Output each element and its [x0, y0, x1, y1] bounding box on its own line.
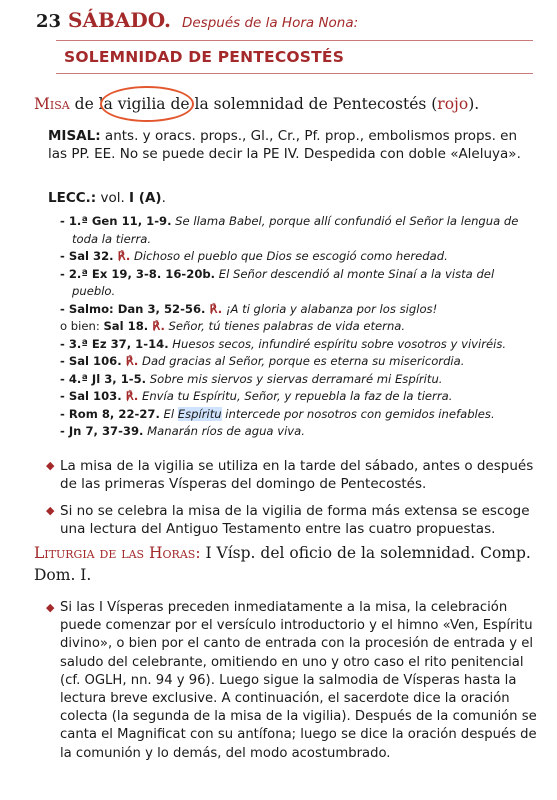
- top-divider: [56, 40, 533, 41]
- misa-close: ).: [468, 95, 480, 113]
- section-divider: [56, 73, 533, 74]
- misa-vigilia: vigilia: [117, 95, 166, 113]
- note-text: Si las I Vísperas preceden inmediatamente a la misa, la celebración puede comenzar por el versículo introductorio y el himno «Ven, Espíritu divino», o bien por el canto de entrada con la procesión de entrada y el saludo del celebrante, omitiendo en uno y otro caso el rito penitencial (cf. OGLH, nn. 94 y 96). Luego sigue la salmodia de Vísperas hasta la lectura breve exclusive. A continuación, el sacerdote dice la oración colecta (la segunda de la misa de la vigilia). Después de la comunión se canta el Magnificat con su antífona; luego se dice la oración después de la comunión y lo demás, del modo acostumbrado.: [60, 600, 537, 761]
- response-symbol: ℟.: [148, 319, 165, 333]
- reading-item: - Sal 103. ℟. Envía tu Espíritu, Señor, y repuebla la faz de la tierra.: [60, 389, 453, 403]
- reading-text: Huesos secos, infundiré espíritu sobre vosotros y viviréis.: [168, 336, 507, 351]
- liturgia-label: Liturgia de las Horas:: [34, 544, 201, 562]
- reading-text: Dad gracias al Señor, porque es eterna su misericordia.: [138, 354, 465, 368]
- lecc-end: .: [161, 190, 166, 206]
- misal-paragraph: [48, 127, 534, 163]
- reading-item: - Sal 32. ℟. Dichoso el pueblo que Dios se escogió como heredad.: [60, 249, 448, 263]
- diamond-bullet-icon: ◆: [46, 601, 55, 614]
- note-reading-choice: [46, 502, 538, 538]
- reading-item: - Rom 8, 22-27. El Espíritu intercede por nosotros con gemidos inefables.: [60, 406, 495, 421]
- reading-ref: 4.ª Jl 3, 1-5.: [68, 371, 147, 386]
- circle-annotation: [100, 86, 194, 122]
- reading-text: Dichoso el pueblo que Dios se escogió como heredad.: [130, 249, 448, 263]
- reading-text: El: [159, 406, 178, 421]
- reading-item: - 4.ª Jl 3, 1-5. Sobre mis siervos y siervas derramaré mi Espíritu.: [60, 371, 443, 386]
- reading-item: - Salmo: Dan 3, 52-56. ℟. ¡A ti gloria y alabanza por los siglos!: [60, 301, 438, 316]
- misal-text: ants. y oracs. props., Gl., Cr., Pf. prop., embolismos props. en las PP. EE. No se puede decir la PE IV. Despedida con doble «Aleluya».: [48, 128, 521, 162]
- note-text: La misa de la vigilia se utiliza en la tarde del sábado, antes o después de las primeras Vísperas del domingo de Pentecostés.: [60, 458, 534, 492]
- reading-text: Envía tu Espíritu, Señor, y repuebla la faz de la tierra.: [138, 389, 453, 403]
- note-vigilia-usage: [46, 457, 538, 493]
- reading-ref: Rom 8, 22-27.: [68, 406, 160, 421]
- highlighted-word: Espíritu: [177, 406, 222, 421]
- misa-text-post: de la solemnidad de Pentecostés (: [165, 95, 438, 113]
- misa-color: rojo: [437, 95, 469, 113]
- diamond-bullet-icon: ◆: [46, 504, 55, 517]
- misa-text-pre: de la: [74, 95, 118, 113]
- reading-text: Sobre mis siervos y siervas derramaré mi Espíritu.: [146, 371, 443, 386]
- reading-ref: Sal 18.: [103, 319, 149, 333]
- day-name: SÁBADO.: [68, 8, 171, 32]
- lecc-line: [48, 190, 166, 206]
- lecc-text: vol.: [96, 190, 130, 206]
- reading-item: o bien: Sal 18. ℟. Señor, tú tienes palabras de vida eterna.: [60, 319, 406, 333]
- note-text: Si no se celebra la misa de la vigilia de forma más extensa se escoge una lectura del Antiguo Testamento entre las cuatro propuestas.: [60, 503, 530, 537]
- response-symbol: ℟.: [205, 301, 223, 316]
- day-subtitle: Después de la Hora Nona:: [181, 15, 359, 31]
- day-header: [36, 8, 358, 32]
- section-title: SOLEMNIDAD DE PENTECOSTÉS: [64, 48, 345, 66]
- reading-ref: Jn 7, 37-39.: [68, 424, 144, 438]
- lecc-vol: I (A): [129, 190, 162, 206]
- liturgia-text: I Vísp. del oficio de la solemnidad. Comp. Dom. I.: [34, 544, 531, 584]
- reading-item: - 2.ª Ex 19, 3-8. 16-20b. El Señor descendió al monte Sinaí a la vista del pueblo.: [60, 266, 495, 298]
- reading-ref: 3.ª Ez 37, 1-14.: [68, 336, 169, 351]
- day-number: 23: [36, 11, 62, 32]
- misal-label: MISAL:: [48, 128, 101, 144]
- reading-text: Señor, tú tienes palabras de vida eterna.: [164, 319, 406, 333]
- lecc-label: LECC.:: [48, 190, 97, 206]
- response-symbol: ℟.: [113, 249, 131, 263]
- reading-text: Se llama Babel, porque allí confundió el Señor la lengua de toda la tierra.: [72, 214, 519, 246]
- reading-item: - 3.ª Ez 37, 1-14. Huesos secos, infundiré espíritu sobre vosotros y viviréis.: [60, 336, 507, 351]
- response-symbol: ℟.: [121, 389, 139, 403]
- reading-item: - 1.ª Gen 11, 1-9. Se llama Babel, porque allí confundió el Señor la lengua de toda la tierra.: [60, 214, 519, 246]
- reading-text: intercede por nosotros con gemidos inefables.: [221, 406, 495, 421]
- reading-ref: Sal 106.: [68, 354, 122, 368]
- reading-ref: 2.ª Ex 19, 3-8. 16-20b.: [68, 266, 216, 281]
- reading-ref: Sal 32.: [68, 249, 114, 263]
- reading-text: ¡A ti gloria y alabanza por los siglos!: [222, 301, 438, 316]
- diamond-bullet-icon: ◆: [46, 459, 55, 472]
- reading-text: El Señor descendió al monte Sinaí a la vista del pueblo.: [72, 266, 495, 298]
- reading-ref: Sal 103.: [68, 389, 122, 403]
- reading-item: - Jn 7, 37-39. Manarán ríos de agua viva.: [60, 424, 305, 438]
- reading-text: Manarán ríos de agua viva.: [143, 424, 305, 438]
- misa-label: Misa: [34, 95, 70, 113]
- note-visperas: [46, 599, 538, 763]
- reading-item: - Sal 106. ℟. Dad gracias al Señor, porque es eterna su misericordia.: [60, 354, 465, 368]
- liturgia-paragraph: [34, 542, 534, 586]
- response-symbol: ℟.: [121, 354, 139, 368]
- reading-ref: Salmo: Dan 3, 52-56.: [68, 301, 206, 316]
- readings-list: [60, 213, 540, 441]
- reading-ref: 1.ª Gen 11, 1-9.: [68, 214, 172, 228]
